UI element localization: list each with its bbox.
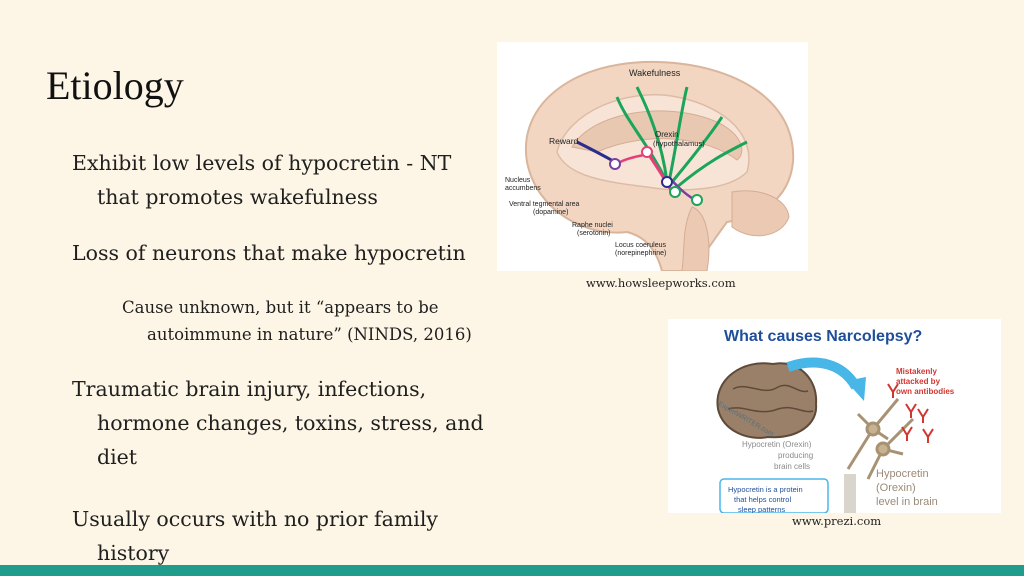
brain-diagram bbox=[497, 42, 808, 271]
label-wakefulness: Wakefulness bbox=[629, 68, 681, 78]
cause-arrowhead bbox=[846, 377, 866, 401]
info-box-line-1: Hypocretin is a protein bbox=[728, 485, 803, 494]
mistaken-label-1: Mistakenly bbox=[896, 367, 937, 376]
vta-node bbox=[662, 177, 672, 187]
bullet-line: history bbox=[97, 541, 170, 565]
bullet-line: Traumatic brain injury, infections, bbox=[72, 377, 427, 401]
label-locus: Locus coeruleus bbox=[615, 242, 666, 249]
bullet-line: that promotes wakefulness bbox=[97, 185, 378, 209]
bullet-line: Loss of neurons that make hypocretin bbox=[72, 241, 466, 265]
bullet-neuron-loss bbox=[72, 236, 466, 270]
bullet-line: diet bbox=[97, 445, 138, 469]
neuron-cells-icon bbox=[848, 399, 913, 479]
producing-label-2: producing bbox=[778, 451, 814, 460]
sub-bullet-line: Cause unknown, but it “appears to be bbox=[122, 298, 439, 317]
narcolepsy-causes-figure bbox=[668, 319, 1001, 513]
bullet-line: Usually occurs with no prior family bbox=[72, 507, 438, 531]
orexin-node bbox=[642, 147, 652, 157]
hypocretin-level-bar bbox=[844, 474, 856, 513]
nucleus-accumbens-node bbox=[610, 159, 620, 169]
locus-node bbox=[692, 195, 702, 205]
sub-bullet-line: autoimmune in nature” (NINDS, 2016) bbox=[147, 325, 472, 344]
bullet-family-history bbox=[72, 502, 438, 570]
infographic-title: What causes Narcolepsy? bbox=[724, 328, 923, 345]
mistaken-label-2: attacked by bbox=[896, 377, 941, 386]
sub-bullet-cause bbox=[122, 294, 472, 348]
label-orexin: Orexin bbox=[655, 130, 679, 139]
narcolepsy-infographic bbox=[668, 319, 1001, 513]
footer-accent-bar bbox=[0, 565, 1024, 576]
level-label-3: level in brain bbox=[876, 496, 938, 508]
brain-pathways-figure bbox=[497, 42, 808, 271]
slide-title: Etiology bbox=[46, 63, 184, 108]
label-norepinephrine: (norepinephrine) bbox=[615, 250, 667, 257]
label-vta: Ventral tegmental area bbox=[509, 201, 580, 208]
level-label-2: (Orexin) bbox=[876, 482, 916, 494]
producing-label-3: brain cells bbox=[774, 462, 811, 471]
label-raphe: Raphe nuclei bbox=[572, 222, 613, 229]
cerebellum bbox=[732, 191, 789, 236]
label-hypothalamus: (hypothalamus) bbox=[653, 139, 705, 148]
mistaken-label-3: own antibodies bbox=[896, 387, 955, 396]
info-box-line-2: that helps control bbox=[734, 495, 792, 504]
raphe-node bbox=[670, 187, 680, 197]
level-label-1: Hypocretin bbox=[876, 468, 929, 480]
figure1-caption: www.howsleepworks.com bbox=[586, 276, 736, 290]
bullet-hypocretin-levels bbox=[72, 146, 451, 214]
bullet-line: hormone changes, toxins, stress, and bbox=[97, 411, 484, 435]
watermark: ExpertWRITER.com bbox=[716, 400, 775, 439]
bullet-line: Exhibit low levels of hypocretin - NT bbox=[72, 151, 452, 175]
label-nucleus: Nucleus bbox=[505, 177, 531, 184]
info-box-line-3: sleep patterns bbox=[738, 505, 786, 513]
label-reward: Reward bbox=[549, 136, 579, 146]
label-accumbens: accumbens bbox=[505, 185, 541, 192]
label-serotonin: (serotonin) bbox=[577, 230, 611, 237]
producing-label-1: Hypocretin (Orexin) bbox=[742, 440, 812, 449]
label-dopamine: (dopamine) bbox=[533, 209, 569, 216]
bullet-causes-list bbox=[72, 372, 484, 474]
figure2-caption: www.prezi.com bbox=[792, 514, 882, 528]
